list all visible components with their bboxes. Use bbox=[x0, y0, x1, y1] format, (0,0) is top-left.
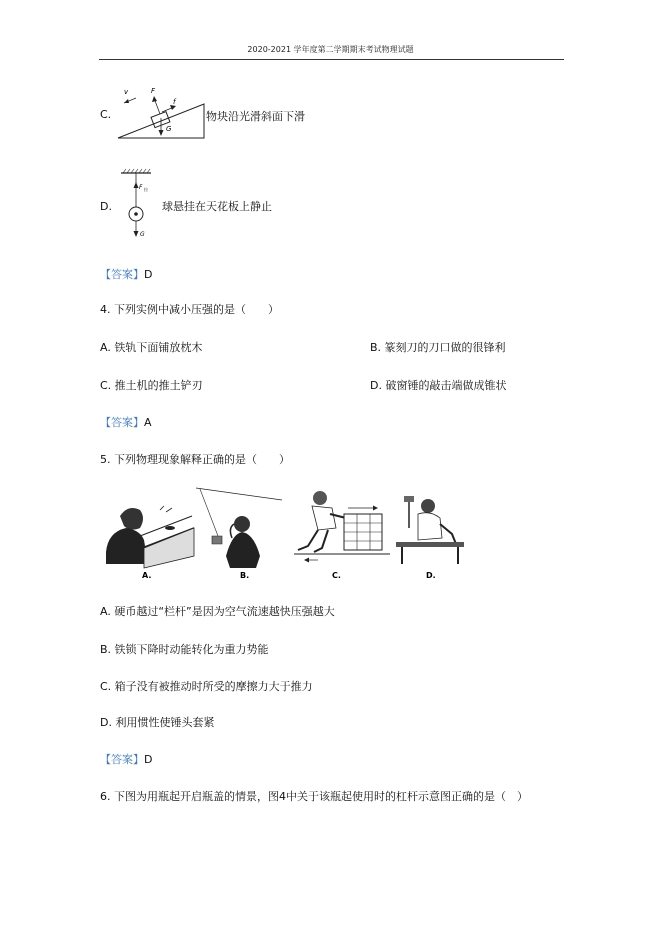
q5-option-d: D. 利用惯性使锤头套紧 bbox=[100, 716, 215, 729]
q4-option-c: C. 推土机的推土铲刃 bbox=[100, 379, 203, 392]
figure-label-d: D. bbox=[426, 571, 436, 580]
q6-stem: 6. 下图为用瓶起开启瓶盖的情景，图4中关于该瓶起使用时的杠杆示意图正确的是（ ） bbox=[100, 790, 528, 803]
q4-option-b: B. 篆刻刀的刀口做的很锋利 bbox=[370, 341, 506, 354]
tension-label: F bbox=[139, 184, 143, 191]
gravity-label-d: G bbox=[140, 231, 145, 238]
q3-option-d-letter: D. bbox=[100, 200, 112, 213]
q5-option-c: C. 箱子没有被推动时所受的摩擦力大于推力 bbox=[100, 680, 313, 693]
answer-tag: 【答案】 bbox=[100, 416, 144, 429]
q5-figure bbox=[100, 484, 470, 584]
q3-option-d-text: 球悬挂在天花板上静止 bbox=[162, 200, 272, 213]
q5-answer bbox=[100, 751, 152, 767]
answer-tag: 【答案】 bbox=[100, 268, 144, 281]
page-header: 2020-2021 学年度第二学期期末考试物理试题 bbox=[247, 45, 414, 54]
answer-value: A bbox=[144, 416, 152, 429]
q4-answer bbox=[100, 414, 152, 430]
velocity-label: v bbox=[124, 88, 129, 96]
q3-option-c-text: 物块沿光滑斜面下滑 bbox=[206, 110, 305, 123]
header-rule bbox=[99, 59, 564, 60]
q3-option-c-diagram bbox=[114, 84, 208, 142]
q5-stem: 5. 下列物理现象解释正确的是（ ） bbox=[100, 453, 290, 466]
figure-c-pushing-box bbox=[294, 491, 390, 580]
figure-label-a: A. bbox=[142, 571, 152, 580]
answer-value: D bbox=[144, 753, 153, 766]
gravity-label: G bbox=[166, 125, 172, 133]
q5-option-a: A. 硬币越过“栏杆”是因为空气流速越快压强越大 bbox=[100, 605, 335, 618]
figure-a-coin-rail bbox=[106, 506, 194, 580]
answer-tag: 【答案】 bbox=[100, 753, 144, 766]
figure-d-hammer-bench bbox=[396, 496, 464, 580]
q3-answer bbox=[100, 266, 152, 282]
q3-option-d-diagram bbox=[118, 168, 160, 240]
q3-option-c-letter: C. bbox=[100, 108, 112, 121]
q4-stem: 4. 下列实例中减小压强的是（ ） bbox=[100, 303, 279, 316]
answer-value: D bbox=[144, 268, 153, 281]
friction-label: f bbox=[173, 98, 176, 106]
q4-option-d: D. 破窗锤的敲击端做成锥状 bbox=[370, 379, 507, 392]
figure-b-swinging-lock bbox=[196, 488, 282, 580]
force-f-label: F bbox=[151, 87, 156, 95]
figure-label-c: C. bbox=[332, 571, 341, 580]
q5-option-b: B. 铁锁下降时动能转化为重力势能 bbox=[100, 643, 269, 656]
tension-subscript: 拉 bbox=[144, 187, 148, 192]
q4-option-a: A. 铁轨下面铺放枕木 bbox=[100, 341, 203, 354]
figure-label-b: B. bbox=[240, 571, 250, 580]
